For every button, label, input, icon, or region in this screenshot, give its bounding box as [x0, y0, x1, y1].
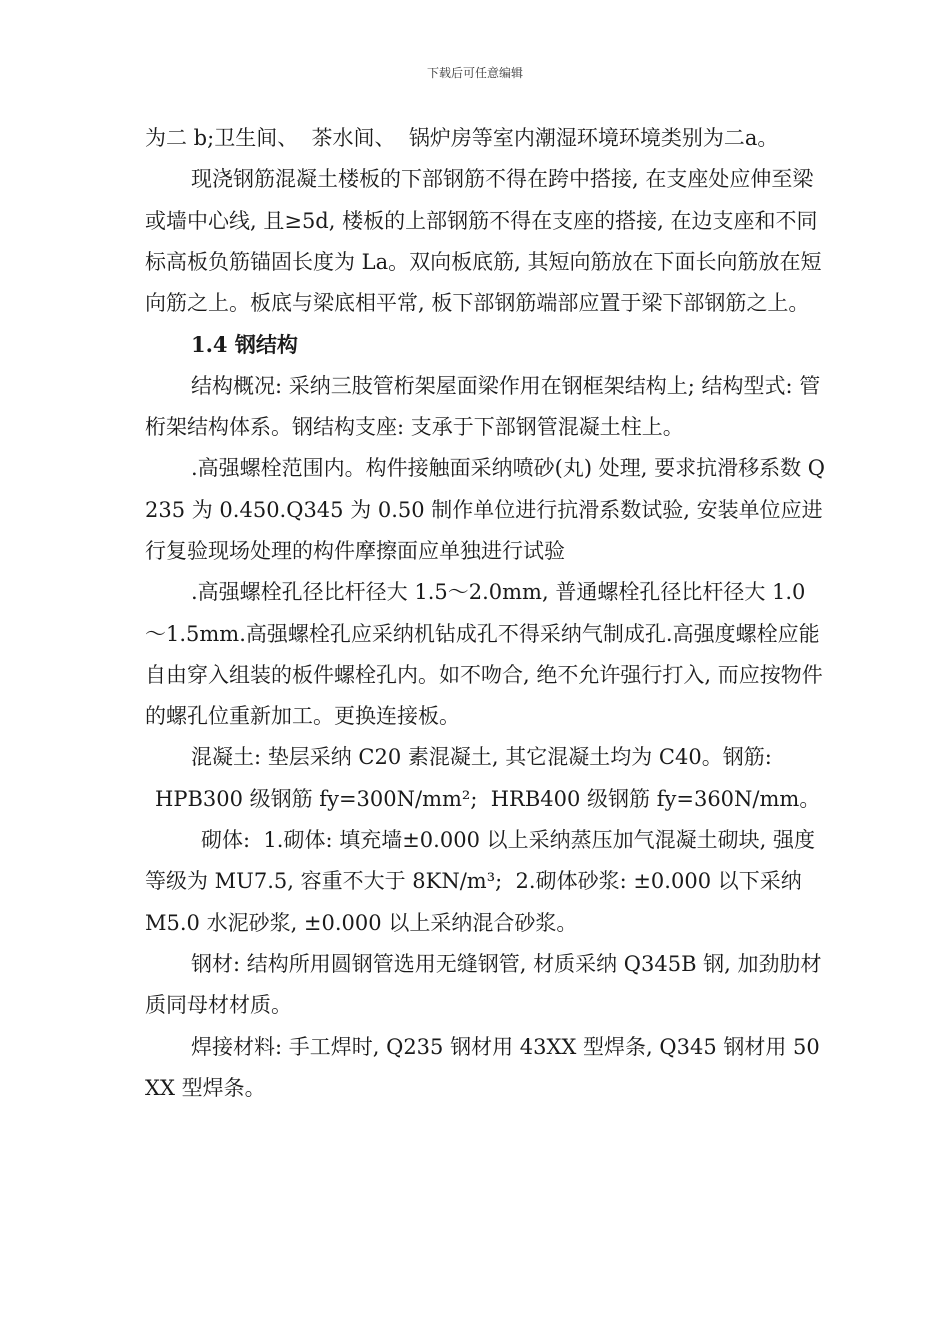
page-header: 下载后可任意编辑 — [426, 66, 523, 80]
section-heading-steel-structure: 1.4 钢结构 — [191, 332, 298, 358]
paragraph-bolt-friction: .高强螺栓范围内。构件接触面采纳喷砂(丸) 处理, 要求抗滑移系数 Q235 为 0.450.Q345 为 0.50 制作单位进行抗滑系数试验, 安装单位应进行复验现场处理的构件摩擦面应单独进行试验 — [145, 456, 825, 563]
paragraph-welding-material: 焊接材料: 手工焊时, Q235 钢材用 43XX 型焊条, Q345 钢材用 50XX 型焊条。 — [145, 1034, 820, 1100]
paragraph-bolt-holes: .高强螺栓孔径比杆径大 1.5～2.0mm, 普通螺栓孔径比杆径大 1.0～1.5mm.高强螺栓孔应采纳机钻成孔不得采纳气制成孔.高强度螺栓应能自由穿入组装的板件螺栓孔内。如不吻合, 绝不允许强行打入, 而应按物件的螺孔位重新加工。更换连接板。 — [145, 580, 823, 729]
paragraph-concrete-line2: HPB300 级钢筋 fy=300N/mm²; HRB400 级钢筋 fy=360N/mm。 — [155, 786, 821, 811]
paragraph-masonry: 砌体: 1.砌体: 填充墙±0.000 以上采纳蒸压加气混凝土砌块, 强度等级为 MU7.5, 容重不大于 8KN/m³; 2.砌体砂浆: ±0.000 以下采纳 M5.0 水泥砂浆, ±0.000 以上采纳混合砂浆。 — [145, 828, 815, 935]
paragraph-steel-material: 钢材: 结构所用圆钢管选用无缝钢管, 材质采纳 Q345B 钢, 加劲肋材质同母材材质。 — [145, 951, 822, 1018]
paragraph-environment-class: 为二 b;卫生间、 茶水间、 锅炉房等室内潮湿环境环境类别为二a。 — [145, 126, 779, 150]
document-body — [145, 118, 825, 1109]
paragraph-concrete-line1: 混凝土: 垫层采纳 C20 素混凝土, 其它混凝土均为 C40。钢筋: — [191, 745, 772, 770]
paragraph-slab-rebar: 现浇钢筋混凝土楼板的下部钢筋不得在跨中搭接, 在支座处应伸至梁或墙中心线, 且≥5d, 楼板的上部钢筋不得在支座的搭接, 在边支座和不同标高板负筋锚固长度为 La。双向板底筋, 其短向筋放在下面长向筋放在短向筋之上。板底与梁底相平常, 板下部钢筋端部应置于梁下部钢筋之上。 — [145, 167, 822, 316]
paragraph-structure-overview: 结构概况: 采纳三肢管桁架屋面梁作用在钢框架结构上; 结构型式: 管桁架结构体系。钢结构支座: 支承于下部钢管混凝土柱上。 — [145, 373, 821, 440]
